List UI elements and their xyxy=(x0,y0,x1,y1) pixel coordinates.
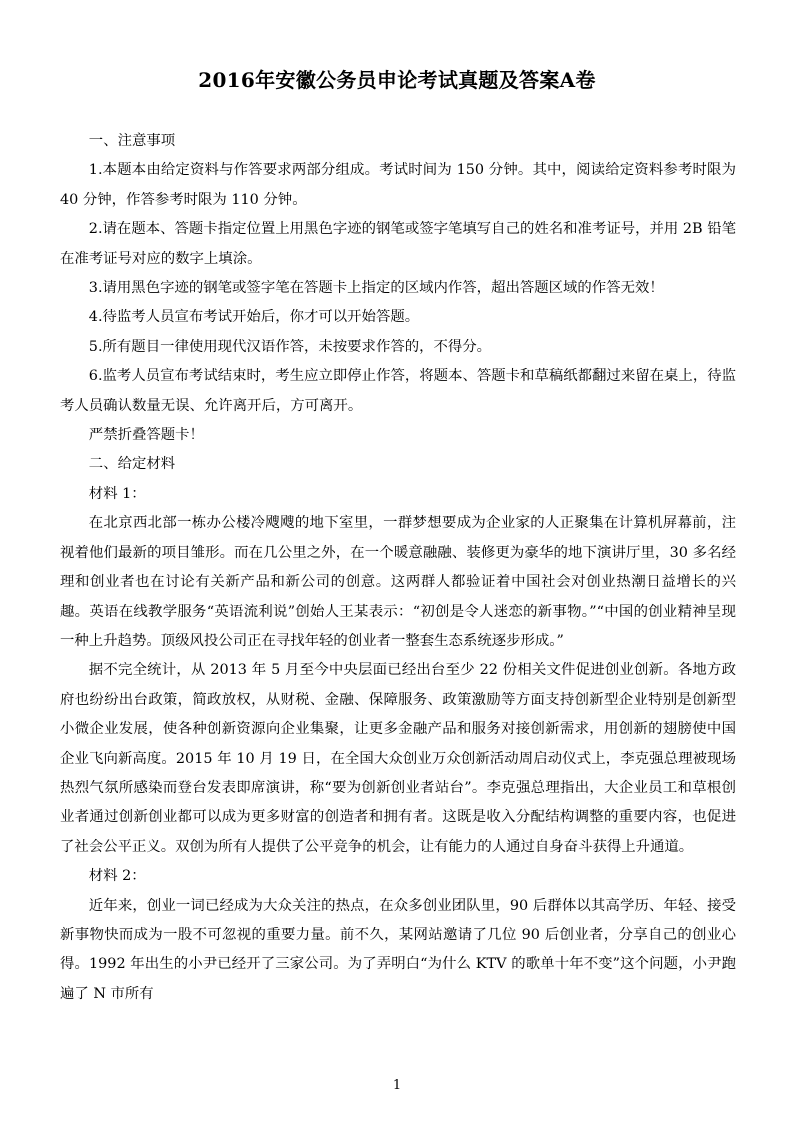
material-1-paragraph-1: 在北京西北部一栋办公楼冷飕飕的地下室里，一群梦想要成为企业家的人正聚集在计算机屏幕前，注视着他们最新的项目雏形。而在几公里之外，在一个暖意融融、装修更为豪华的地下演讲厅里，30 多名经理和创业者也在讨论有关新产品和新公司的创意。这两群人都验证着中国社会对创业热潮日益增长的兴趣。英语在线教学服务“英语流利说”创始人王某表示：“初创是令人迷恋的新事物。”“中国的创业精神呈现一种上升趋势。顶级风投公司正在寻找年轻的创业者一整套生态系统逐步形成。” xyxy=(60,515,736,649)
note-paragraph-4: 4.待监考人员宣布考试开始后，你才可以开始答题。 xyxy=(88,309,420,326)
document-body xyxy=(60,127,736,1009)
note-paragraph-2: 2.请在题本、答题卡指定位置上用黑色字迹的钢笔或签字笔填写自己的姓名和准考证号，并用 2B 铅笔在准考证号对应的数字上填涂。 xyxy=(60,221,736,267)
section-heading-materials: 二、给定材料 xyxy=(88,456,176,473)
material-1-heading: 材料 1： xyxy=(88,485,146,502)
note-paragraph-6: 6.监考人员宣布考试结束时，考生应立即停止作答，将题本、答题卡和草稿纸都翻过来留在桌上，待监考人员确认数量无误、允许离开后，方可离开。 xyxy=(60,368,736,414)
note-paragraph-1: 1.本题本由给定资料与作答要求两部分组成。考试时间为 150 分钟。其中，阅读给定资料参考时限为 40 分钟，作答参考时限为 110 分钟。 xyxy=(60,162,736,208)
material-1-paragraph-2: 据不完全统计，从 2013 年 5 月至今中央层面已经出台至少 22 份相关文件促进创业创新。各地方政府也纷纷出台政策，简政放权，从财税、金融、保障服务、政策激励等方面支持创新型企业特别是创新型小微企业发展，使各种创新资源向企业集聚，让更多金融产品和服务对接创新需求，用创新的翅膀使中国企业飞向新高度。2015 年 10 月 19 日，在全国大众创业万众创新活动周启动仪式上，李克强总理被现场热烈气氛所感染而登台发表即席演讲，称“要为创新创业者站台”。李克强总理指出，大企业员工和草根创业者通过创新创业都可以成为更多财富的创造者和拥有者。这既是收入分配结构调整的重要内容，也促进了社会公平正义。双创为所有人提供了公平竞争的机会，让有能力的人通过自身奋斗获得上升通道。 xyxy=(60,662,736,855)
note-paragraph-5: 5.所有题目一律使用现代汉语作答，未按要求作答的，不得分。 xyxy=(88,338,492,355)
material-2-paragraph-1: 近年来，创业一词已经成为大众关注的热点，在众多创业团队里，90 后群体以其高学历、年轻、接受新事物快而成为一股不可忽视的重要力量。前不久，某网站邀请了几位 90 后创业者，分享自己的创业心得。1992 年出生的小尹已经开了三家公司。为了弄明白“为什么 KTV 的歌单十年不变”这个问题，小尹跑遍了 N 市所有 xyxy=(60,897,736,1002)
warning-paragraph: 严禁折叠答题卡！ xyxy=(88,427,204,444)
page-number: 1 xyxy=(392,1078,402,1093)
note-paragraph-3: 3.请用黑色字迹的钢笔或签字笔在答题卡上指定的区域内作答，超出答题区域的作答无效！ xyxy=(88,280,664,297)
document-title: 2016年安徽公务员申论考试真题及答案A卷 xyxy=(198,68,596,92)
material-2-heading: 材料 2： xyxy=(88,868,146,885)
section-heading-notes: 一、注意事项 xyxy=(88,133,176,149)
